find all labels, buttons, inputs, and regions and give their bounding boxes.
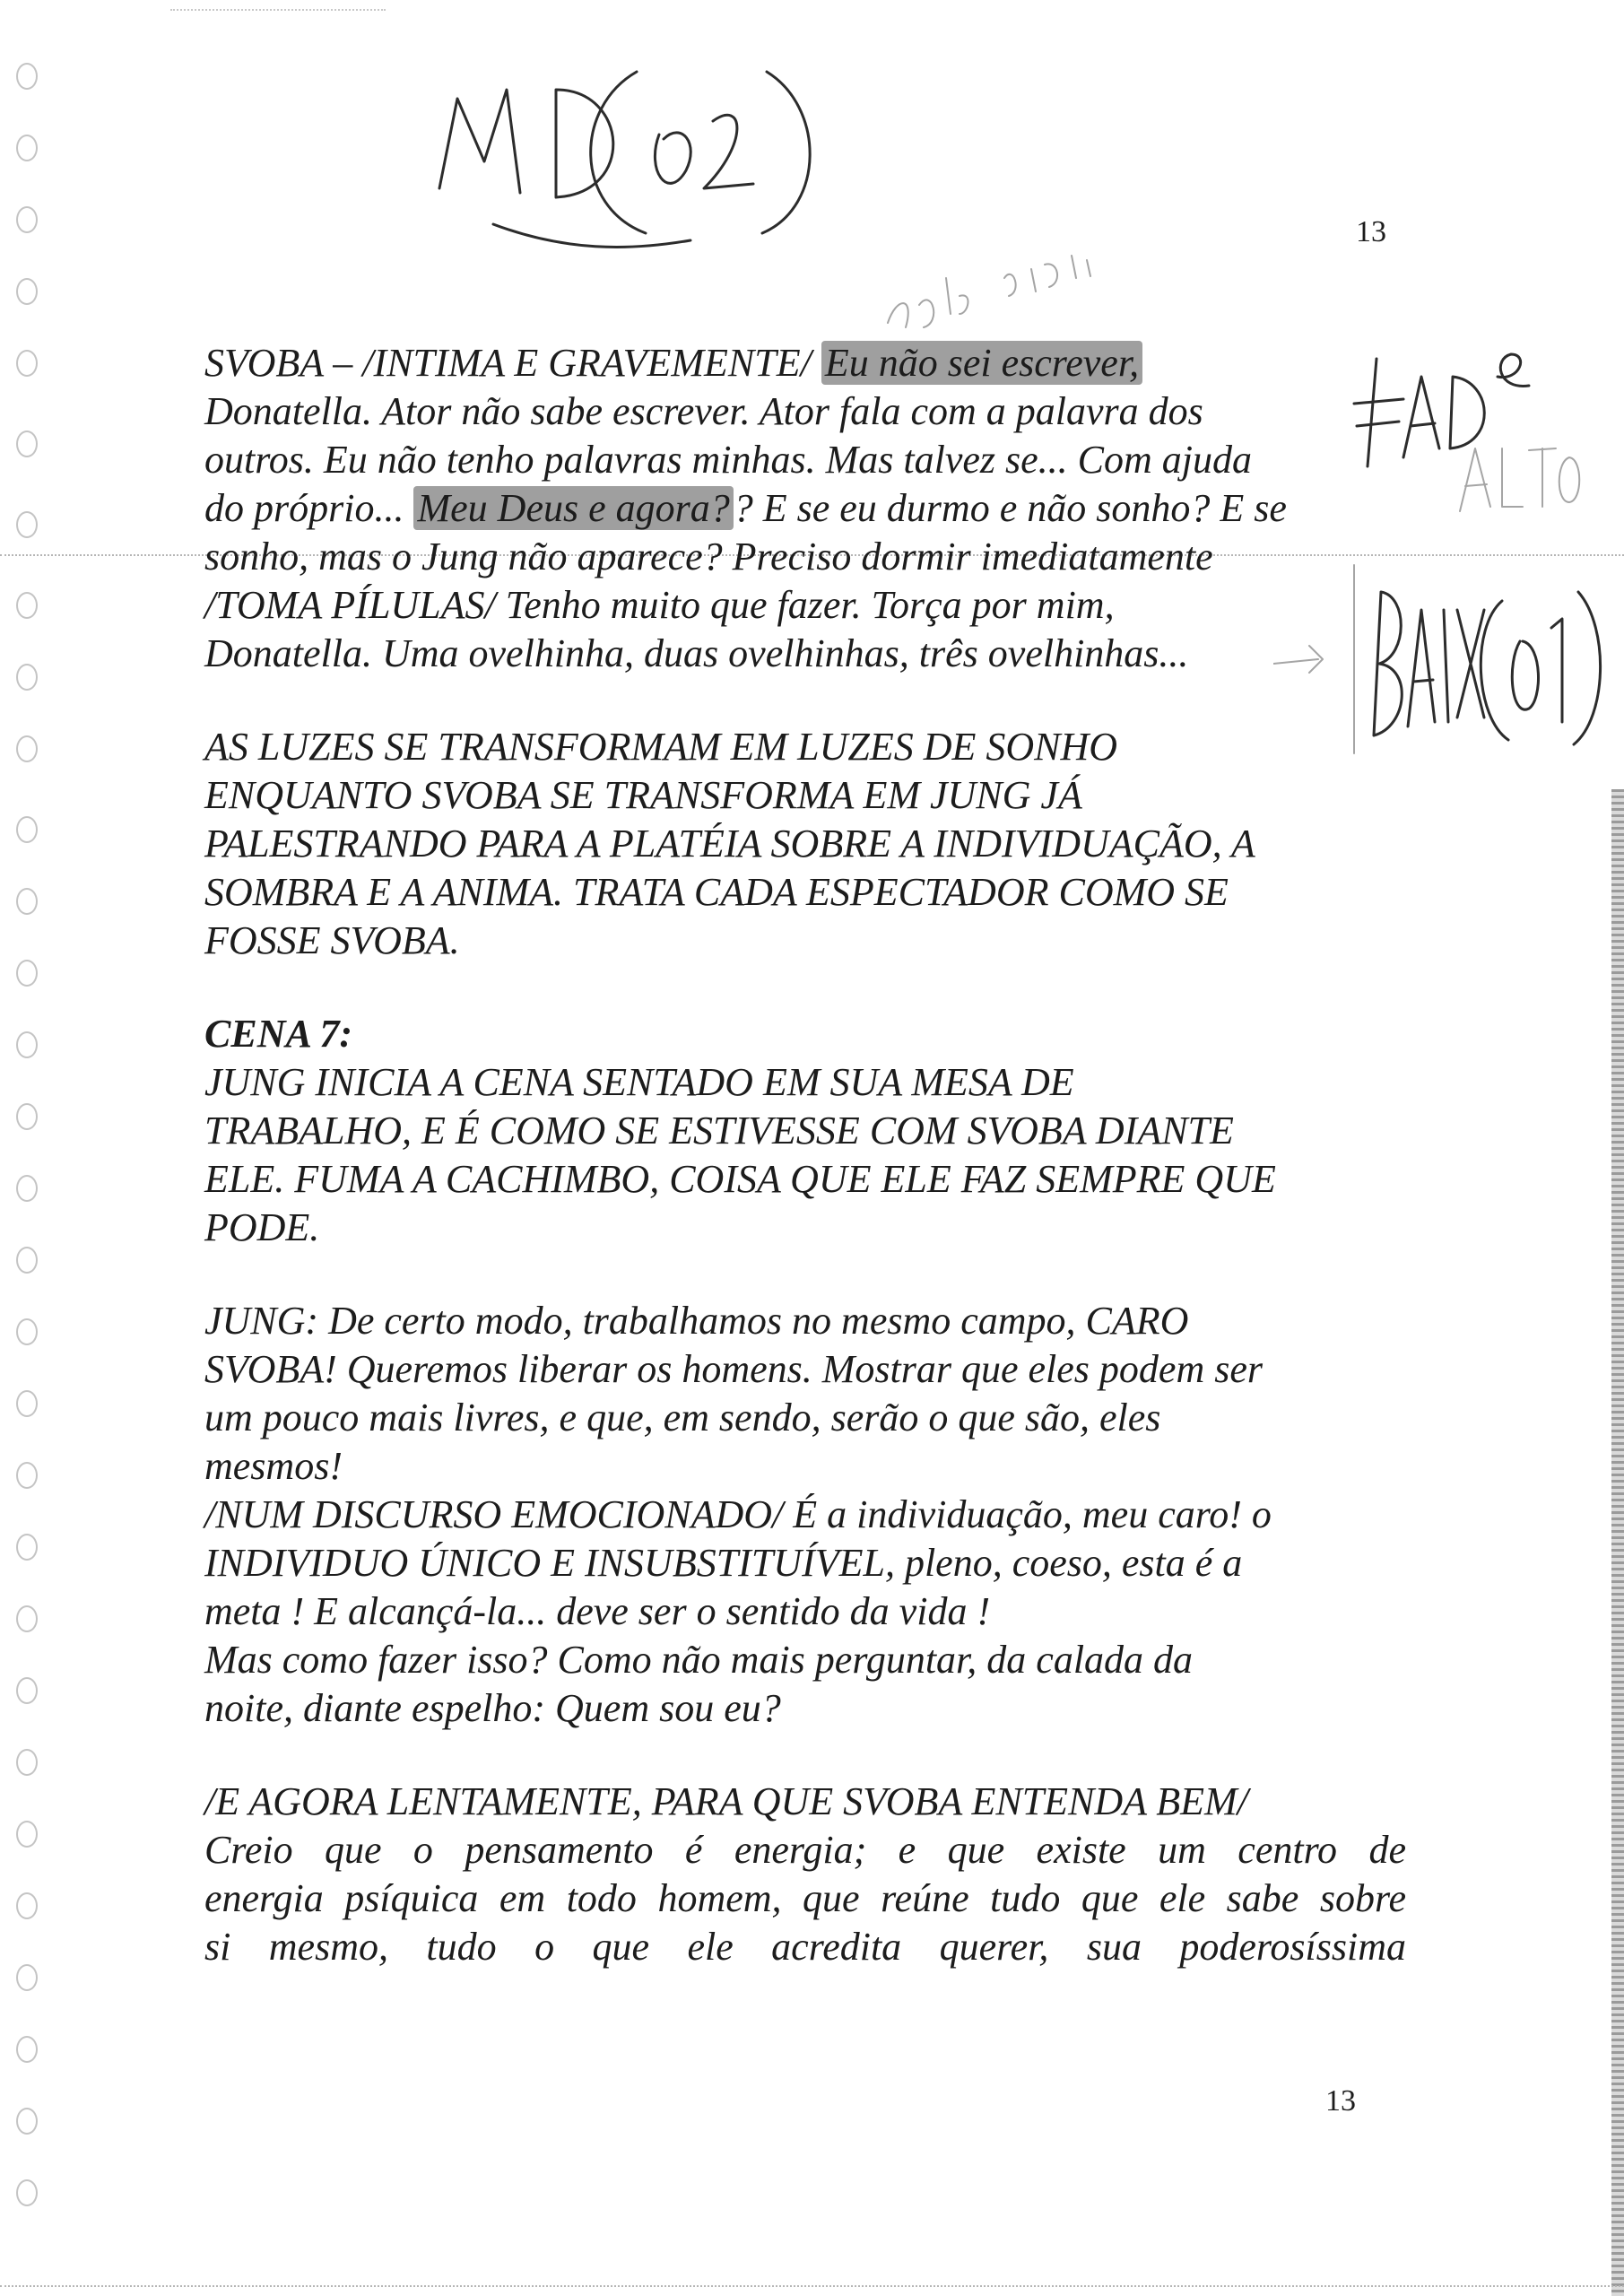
text-span: energia psíquica em todo homem, que reúne tudo que ele sabe sobre	[204, 1876, 1406, 1920]
text-span: Creio que o pensamento é energia; e que existe um centro de	[204, 1828, 1406, 1872]
handwritten-alto	[1453, 430, 1587, 529]
text-span: Donatella. Ator não sabe escrever. Ator fala com a palavra dos	[204, 389, 1203, 433]
text-line	[204, 533, 1406, 581]
text-span: FOSSE SVOBA.	[204, 918, 460, 962]
handwritten-md-02	[421, 36, 888, 251]
text-span: outros. Eu não tenho palavras minhas. Mas talvez se... Com ajuda	[204, 438, 1252, 482]
scan-bottom-line	[0, 2285, 1624, 2287]
text-span: meta ! E alcançá-la... deve ser o sentido da vida !	[204, 1589, 991, 1633]
text-span: PALESTRANDO PARA A PLATÉIA SOBRE A INDIVIDUAÇÃO, A	[204, 822, 1255, 865]
text-span: do próprio...	[204, 486, 414, 530]
text-line	[204, 1155, 1406, 1204]
text-line	[204, 820, 1406, 868]
text-line	[204, 484, 1406, 533]
text-line	[204, 1442, 1406, 1491]
text-line	[204, 1684, 1406, 1733]
handwritten-faint-note	[879, 242, 1112, 341]
script-body	[204, 339, 1406, 2016]
text-span: JUNG INICIA A CENA SENTADO EM SUA MESA DE	[204, 1060, 1074, 1104]
text-line	[204, 387, 1406, 436]
text-line	[204, 339, 1406, 387]
stage-direction-lights-block	[204, 723, 1406, 965]
text-line	[204, 630, 1406, 678]
text-span: mesmos!	[204, 1444, 343, 1488]
text-span: noite, diante espelho: Quem sou eu?	[204, 1686, 781, 1730]
text-span: /E AGORA LENTAMENTE, PARA QUE SVOBA ENTENDA BEM/	[204, 1779, 1248, 1823]
highlighted-text: Meu Deus e agora?	[413, 486, 733, 530]
text-line	[204, 1587, 1406, 1636]
text-span: INDIVIDUO ÚNICO E INSUBSTITUÍVEL, pleno, coeso, esta é a	[204, 1541, 1243, 1585]
text-span: Donatella. Uma ovelhinha, duas ovelhinhas, três ovelhinhas...	[204, 631, 1189, 675]
binder-holes	[16, 36, 48, 2251]
text-span: si mesmo, tudo o que ele acredita querer, sua poderosíssima	[204, 1925, 1406, 1969]
text-line	[204, 723, 1406, 771]
text-span: PODE.	[204, 1205, 320, 1249]
text-line	[204, 1297, 1406, 1345]
jung-speech-block	[204, 1297, 1406, 1733]
text-line	[204, 1923, 1406, 1971]
scan-edge-right	[1611, 789, 1624, 2296]
text-span: ENQUANTO SVOBA SE TRANSFORMA EM JUNG JÁ	[204, 773, 1082, 817]
text-span: CENA 7:	[204, 1012, 353, 1056]
text-span: SVOBA! Queremos liberar os homens. Mostrar que eles podem ser	[204, 1347, 1264, 1391]
text-line	[204, 1204, 1406, 1252]
text-line	[204, 917, 1406, 965]
text-line	[204, 581, 1406, 630]
text-line	[204, 868, 1406, 917]
scene-7-block	[204, 1010, 1406, 1252]
text-span: ELE. FUMA A CACHIMBO, COISA QUE ELE FAZ SEMPRE QUE	[204, 1157, 1276, 1201]
text-span: AS LUZES SE TRANSFORMAM EM LUZES DE SONHO	[204, 725, 1118, 769]
text-span: SVOBA – /INTIMA E GRAVEMENTE/	[204, 341, 821, 385]
text-line	[204, 1539, 1406, 1587]
text-line	[204, 1778, 1406, 1826]
text-span: sonho, mas o Jung não aparece? Preciso dormir imediatamente	[204, 535, 1213, 578]
text-line	[204, 1010, 1406, 1058]
text-line	[204, 1874, 1406, 1923]
highlighted-text: Eu não sei escrever,	[821, 341, 1142, 385]
svoba-speech-block	[204, 339, 1406, 678]
text-span: Mas como fazer isso? Como não mais perguntar, da calada da	[204, 1638, 1194, 1682]
text-line	[204, 1394, 1406, 1442]
text-line	[204, 1345, 1406, 1394]
text-span: JUNG: De certo modo, trabalhamos no mesmo campo, CARO	[204, 1299, 1189, 1343]
text-span: TRABALHO, E É COMO SE ESTIVESSE COM SVOBA DIANTE	[204, 1109, 1234, 1152]
text-line	[204, 436, 1406, 484]
page-number-top: 13	[1356, 215, 1386, 248]
text-span: SOMBRA E A ANIMA. TRATA CADA ESPECTADOR COMO SE	[204, 870, 1229, 914]
scan-artifact-top	[170, 9, 386, 11]
text-line	[204, 1636, 1406, 1684]
text-span: um pouco mais livres, e que, em sendo, serão o que são, eles	[204, 1396, 1161, 1439]
text-line	[204, 1826, 1406, 1874]
text-span: /TOMA PÍLULAS/ Tenho muito que fazer. Torça por mim,	[204, 583, 1115, 627]
jung-slowly-block	[204, 1778, 1406, 1971]
text-line	[204, 1491, 1406, 1539]
text-span: /NUM DISCURSO EMOCIONADO/ É a individuação, meu caro! o	[204, 1492, 1272, 1536]
text-line	[204, 1107, 1406, 1155]
text-line	[204, 1058, 1406, 1107]
text-line	[204, 771, 1406, 820]
text-span: ? E se eu durmo e não sonho? E se	[733, 486, 1287, 530]
page-number-bottom: 13	[1325, 2084, 1356, 2118]
